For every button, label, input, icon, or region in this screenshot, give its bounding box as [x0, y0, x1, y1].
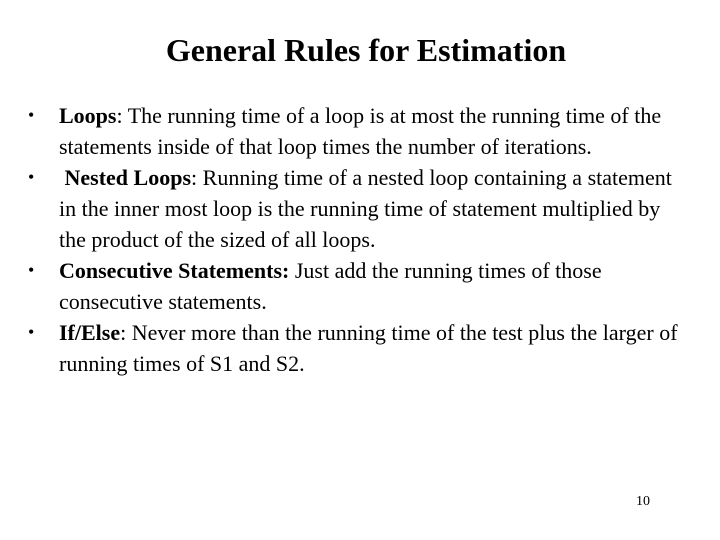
bullet-text: The running time of a loop is at most the running time of the statements inside of that loop times the number of iterations. [59, 103, 662, 159]
bullet-item-loops [28, 100, 688, 162]
bullet-icon: • [28, 260, 35, 280]
bullet-separator: : [191, 165, 198, 190]
bullet-icon: • [28, 105, 35, 125]
bullet-separator: : [116, 103, 123, 128]
bullet-text: Never more than the running time of the test plus the larger of running times of S1 and S2. [59, 320, 678, 376]
bullet-list [28, 100, 688, 379]
bullet-term: Nested Loops [64, 165, 192, 190]
slide-title: General Rules for Estimation [165, 32, 567, 68]
bullet-item-consecutive-statements [28, 255, 688, 317]
bullet-separator: : [120, 320, 127, 345]
bullet-icon: • [28, 322, 35, 342]
bullet-term: If/Else [59, 320, 121, 345]
bullet-text: Just add the running times of those consecutive statements. [59, 258, 602, 314]
bullet-icon: • [28, 167, 35, 187]
bullet-item-nested-loops [28, 162, 688, 255]
bullet-item-if-else [28, 317, 688, 379]
bullet-term: Consecutive Statements: [59, 258, 290, 283]
bullet-text: Running time of a nested loop containing a statement in the inner most loop is the running time of statement multiplied by the product of the sized of all loops. [59, 165, 672, 252]
page-number: 10 [636, 494, 650, 509]
bullet-term: Loops [59, 103, 117, 128]
